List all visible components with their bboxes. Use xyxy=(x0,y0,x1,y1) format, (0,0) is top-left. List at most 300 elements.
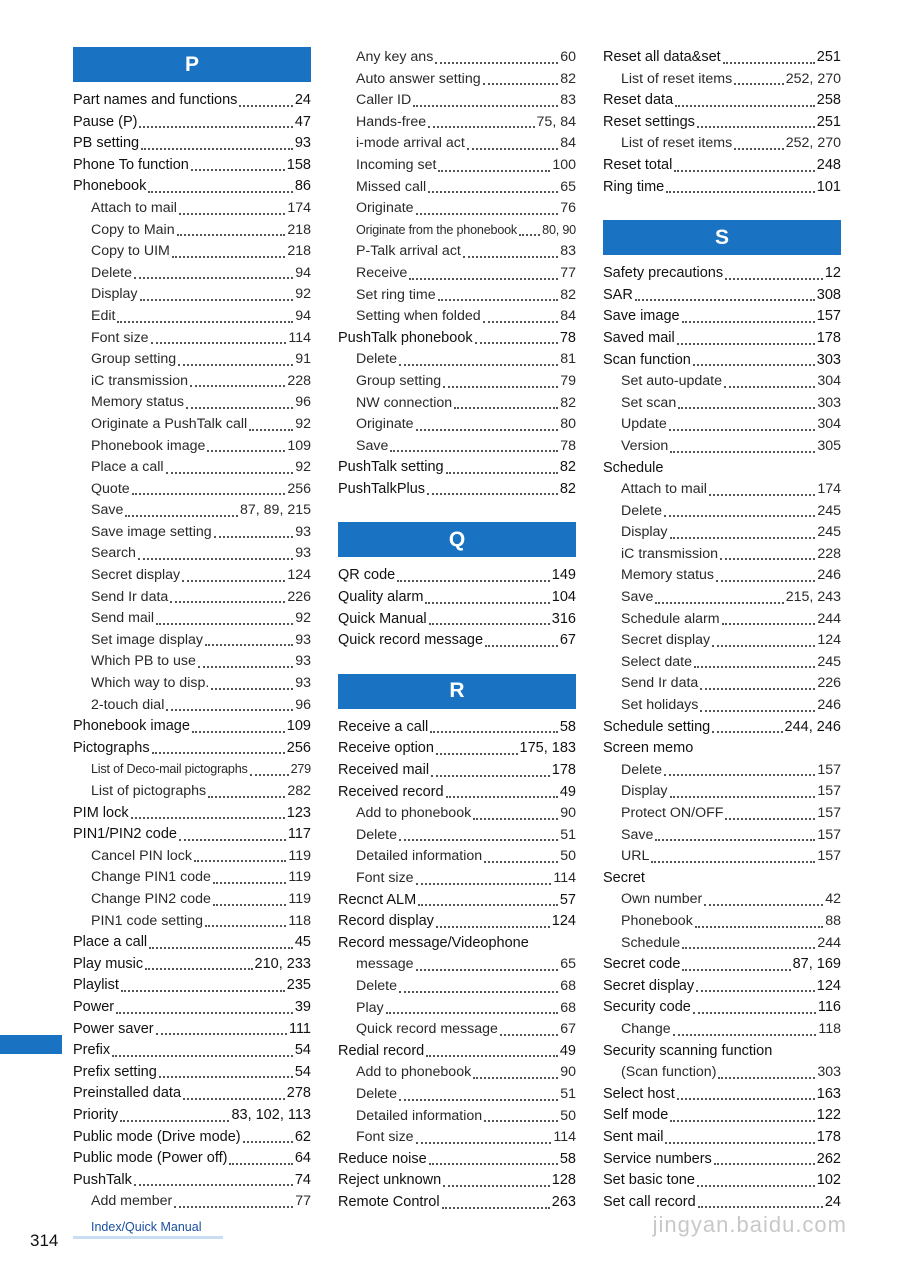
page-number: 314 xyxy=(30,1231,59,1250)
entry-label: Font size xyxy=(356,870,414,886)
index-subentry xyxy=(603,825,841,847)
entry-label: Change PIN2 code xyxy=(91,890,211,907)
entry-page: 218 xyxy=(287,243,311,260)
entry-label: Prefix setting xyxy=(73,1063,157,1080)
entry-page: 303 xyxy=(817,1064,841,1081)
dot-leader xyxy=(205,924,286,927)
entry-label: Service numbers xyxy=(603,1150,712,1167)
entry-label: Quick record message xyxy=(356,1021,498,1038)
entry-page: 75, 84 xyxy=(536,113,576,130)
entry-label: Missed call xyxy=(356,178,427,195)
entry-page: 303 xyxy=(817,394,841,411)
dot-leader xyxy=(182,579,285,582)
entry-label: Cancel PIN lock xyxy=(91,847,192,864)
index-entry xyxy=(73,155,311,177)
dot-leader xyxy=(734,147,784,150)
entry-label: Set image display xyxy=(91,631,203,648)
index-subentry xyxy=(338,90,576,112)
entry-page: 245 xyxy=(817,524,841,541)
entry-page: 228 xyxy=(287,372,311,389)
index-subentry xyxy=(338,263,576,285)
entry-label: Power saver xyxy=(73,1020,154,1037)
index-entry xyxy=(338,479,576,501)
dot-leader xyxy=(697,1184,815,1187)
entry-label: Incoming set xyxy=(356,156,437,173)
dot-leader xyxy=(134,276,293,279)
entry-label: Save image setting xyxy=(91,523,212,540)
entry-page: 45 xyxy=(294,934,311,951)
dot-leader xyxy=(655,601,783,604)
entry-page: 245 xyxy=(817,502,841,519)
index-entry xyxy=(73,133,311,155)
entry-label: Memory status xyxy=(621,567,715,584)
entry-label: Set auto-update xyxy=(621,373,722,390)
entry-label: 2-touch dial xyxy=(91,696,165,713)
entry-page: 67 xyxy=(560,1021,576,1038)
entry-page: 39 xyxy=(294,998,311,1015)
dot-leader xyxy=(131,816,285,819)
index-subentry xyxy=(338,177,576,199)
entry-page: 82 xyxy=(560,286,576,303)
entry-label: Schedule xyxy=(621,934,681,951)
index-subentry xyxy=(73,457,311,479)
index-subentry xyxy=(73,608,311,630)
dot-leader xyxy=(635,298,815,301)
entry-page: 96 xyxy=(295,394,311,411)
index-entry xyxy=(73,997,311,1019)
entry-page: 57 xyxy=(559,891,576,908)
index-subentry xyxy=(603,371,841,393)
entry-label: Change PIN1 code xyxy=(91,869,211,886)
entry-page: 50 xyxy=(560,1107,576,1124)
entry-page: 82 xyxy=(559,480,576,497)
dot-leader xyxy=(112,1054,293,1057)
dot-leader xyxy=(192,730,285,733)
entry-page: 111 xyxy=(288,1020,311,1037)
entry-label: PushTalk setting xyxy=(338,459,444,476)
entry-page: 218 xyxy=(287,221,311,238)
entry-label: QR code xyxy=(338,567,396,584)
index-subentry xyxy=(338,954,576,976)
entry-page: 93 xyxy=(295,653,311,670)
dot-leader xyxy=(695,925,823,928)
footer-underline xyxy=(73,1236,223,1239)
index-subentry xyxy=(338,1106,576,1128)
index-entry xyxy=(73,90,311,112)
section-header-r: R xyxy=(338,674,576,709)
entry-label: Play music xyxy=(73,955,144,972)
dot-leader xyxy=(413,104,558,107)
index-entry xyxy=(73,1127,311,1149)
index-subentry xyxy=(73,500,311,522)
entry-label: Add to phonebook xyxy=(356,805,472,822)
dot-leader xyxy=(156,1032,287,1035)
entry-label: Reset all data&set xyxy=(603,49,721,65)
index-entry xyxy=(73,112,311,134)
entry-label: Phone To function xyxy=(73,156,189,173)
index-entry xyxy=(338,457,576,479)
dot-leader xyxy=(194,859,286,862)
entry-label: Preinstalled data xyxy=(73,1085,182,1102)
entry-page: 65 xyxy=(560,178,576,195)
index-subentry xyxy=(73,867,311,889)
entry-page: 64 xyxy=(294,1150,311,1167)
entry-page: 62 xyxy=(294,1128,311,1145)
section-side-tab xyxy=(0,1035,62,1054)
entry-label: Safety precautions xyxy=(603,265,724,282)
dot-leader xyxy=(665,1141,814,1144)
entry-label: Set basic tone xyxy=(603,1172,695,1189)
index-entry xyxy=(603,1041,841,1063)
entry-page: 124 xyxy=(551,913,576,930)
entry-page: 244 xyxy=(817,610,841,627)
index-entry xyxy=(338,1192,576,1214)
entry-label: Ring time xyxy=(603,178,665,195)
dot-leader xyxy=(670,536,816,539)
entry-label: Phonebook image xyxy=(73,718,190,735)
entry-page: 104 xyxy=(551,589,576,606)
entry-label: Originate from the phonebook xyxy=(356,222,518,237)
entry-page: 51 xyxy=(560,1085,576,1102)
entry-label: Detailed information xyxy=(356,848,483,865)
entry-label: Secret code xyxy=(603,956,681,973)
dot-leader xyxy=(436,925,550,928)
index-subentry xyxy=(338,1084,576,1106)
index-entry xyxy=(73,1019,311,1041)
entry-label: Quality alarm xyxy=(338,589,424,606)
index-subentry xyxy=(338,868,576,890)
dot-leader xyxy=(425,601,549,604)
dot-leader xyxy=(669,428,816,431)
index-entry xyxy=(338,782,576,804)
index-subentry xyxy=(73,522,311,544)
dot-leader xyxy=(399,1098,558,1101)
entry-page: 77 xyxy=(560,264,576,281)
dot-leader xyxy=(179,212,285,215)
index-entry xyxy=(603,1105,841,1127)
index-entry xyxy=(338,933,576,955)
entry-label: NW connection xyxy=(356,394,453,411)
entry-page: 77 xyxy=(295,1193,311,1210)
index-subentry xyxy=(338,393,576,415)
index-subentry xyxy=(603,695,841,717)
index-subentry xyxy=(73,911,311,933)
entry-label: Attach to mail xyxy=(621,481,707,498)
entry-label: Received record xyxy=(338,783,444,800)
index-subentry xyxy=(338,241,576,263)
dot-leader xyxy=(485,644,558,647)
dot-leader xyxy=(704,903,823,906)
dot-leader xyxy=(148,190,292,193)
index-subentry xyxy=(73,889,311,911)
index-subentry xyxy=(603,133,841,155)
dot-leader xyxy=(696,989,815,992)
entry-label: Add to phonebook xyxy=(356,1064,472,1081)
index-entry xyxy=(338,911,576,933)
index-subentry xyxy=(603,673,841,695)
dot-leader xyxy=(134,1183,293,1186)
entry-label: Copy to UIM xyxy=(91,243,170,260)
entry-page: 84 xyxy=(560,308,576,325)
entry-page: 102 xyxy=(816,1172,841,1189)
index-entry xyxy=(338,609,576,631)
dot-leader xyxy=(178,363,293,366)
entry-label: Send Ir data xyxy=(91,588,169,605)
dot-leader xyxy=(473,817,558,820)
entry-page: 93 xyxy=(295,523,311,540)
dot-leader xyxy=(141,147,293,150)
entry-label: Font size xyxy=(91,329,149,346)
entry-label: Secret xyxy=(603,869,645,886)
dot-leader xyxy=(714,1162,815,1165)
entry-label: Playlist xyxy=(73,977,119,994)
entry-label: Edit xyxy=(91,307,116,324)
index-entry xyxy=(603,177,841,199)
index-subentry xyxy=(603,69,841,91)
entry-page: 82 xyxy=(560,70,576,87)
dot-leader xyxy=(428,125,534,128)
dot-leader xyxy=(519,233,540,236)
entry-label: Reset total xyxy=(603,156,673,173)
dot-leader xyxy=(473,1076,558,1079)
entry-label: Redial record xyxy=(338,1042,425,1059)
entry-label: Delete xyxy=(621,761,663,778)
entry-page: 228 xyxy=(817,545,841,562)
entry-page: 304 xyxy=(817,373,841,390)
index-entry xyxy=(603,738,841,760)
index-subentry xyxy=(73,392,311,414)
index-subentry xyxy=(603,565,841,587)
dot-leader xyxy=(174,1205,293,1208)
entry-label: Security code xyxy=(603,999,691,1016)
entry-label: Caller ID xyxy=(356,92,412,109)
dot-leader xyxy=(675,104,815,107)
entry-label: Record display xyxy=(338,913,434,930)
index-subentry xyxy=(338,133,576,155)
dot-leader xyxy=(682,320,815,323)
entry-page: 157 xyxy=(817,826,841,843)
index-subentry xyxy=(73,543,311,565)
entry-page: 244, 246 xyxy=(784,718,841,735)
dot-leader xyxy=(430,730,558,733)
index-subentry xyxy=(603,522,841,544)
entry-page: 86 xyxy=(294,178,311,195)
dot-leader xyxy=(399,838,558,841)
dot-leader xyxy=(700,709,815,712)
entry-label: Set holidays xyxy=(621,697,699,714)
entry-page: 93 xyxy=(295,675,311,692)
dot-leader xyxy=(140,298,294,301)
entry-page: 78 xyxy=(560,437,576,454)
dot-leader xyxy=(725,277,823,280)
entry-page: 157 xyxy=(817,761,841,778)
index-subentry xyxy=(603,889,841,911)
entry-page: 252, 270 xyxy=(785,135,841,152)
index-subentry xyxy=(338,198,576,220)
dot-leader xyxy=(211,687,293,690)
dot-leader xyxy=(443,385,558,388)
dot-leader xyxy=(664,773,815,776)
dot-leader xyxy=(677,342,815,345)
index-entry xyxy=(603,285,841,307)
index-subentry xyxy=(338,825,576,847)
entry-label: Group setting xyxy=(356,372,442,389)
dot-leader xyxy=(454,406,558,409)
entry-page: 78 xyxy=(559,329,576,346)
entry-page: 92 xyxy=(295,286,311,303)
index-entry xyxy=(73,738,311,760)
index-subentry xyxy=(73,587,311,609)
index-entry xyxy=(603,1127,841,1149)
entry-page: 124 xyxy=(287,567,311,584)
index-subentry xyxy=(338,976,576,998)
dot-leader xyxy=(734,82,784,85)
dot-leader xyxy=(117,320,293,323)
index-subentry xyxy=(73,198,311,220)
entry-label: Originate xyxy=(356,200,414,217)
entry-label: List of reset items xyxy=(621,70,733,87)
index-entry xyxy=(603,954,841,976)
dot-leader xyxy=(722,622,816,625)
index-entry xyxy=(338,1149,576,1171)
dot-leader xyxy=(399,363,558,366)
index-subentry xyxy=(73,846,311,868)
dot-leader xyxy=(664,514,815,517)
entry-label: SAR xyxy=(603,286,633,303)
entry-page: 304 xyxy=(817,416,841,433)
entry-label: Delete xyxy=(91,264,133,281)
entry-label: Originate xyxy=(356,416,414,433)
entry-page: 226 xyxy=(817,675,841,692)
entry-page: 308 xyxy=(816,286,841,303)
entry-label: Delete xyxy=(356,977,398,994)
entry-page: 174 xyxy=(817,481,841,498)
dot-leader xyxy=(666,190,815,193)
entry-page: 248 xyxy=(816,156,841,173)
entry-label: Recnct ALM xyxy=(338,891,417,908)
index-subentry xyxy=(338,285,576,307)
index-entry xyxy=(603,976,841,998)
dot-leader xyxy=(429,622,550,625)
entry-label: Reset settings xyxy=(603,113,695,130)
entry-label: Receive a call xyxy=(338,718,429,735)
index-entry xyxy=(338,738,576,760)
index-subentry xyxy=(73,1191,311,1213)
entry-label: Delete xyxy=(356,826,398,843)
index-entry xyxy=(603,717,841,739)
entry-page: 82 xyxy=(559,459,576,476)
index-subentry xyxy=(73,695,311,717)
index-subentry xyxy=(338,112,576,134)
entry-label: Self mode xyxy=(603,1107,669,1124)
dot-leader xyxy=(229,1162,292,1165)
entry-label: Place a call xyxy=(73,934,148,951)
index-subentry xyxy=(338,803,576,825)
index-entry xyxy=(73,1083,311,1105)
dot-leader xyxy=(670,795,816,798)
index-subentry xyxy=(603,436,841,458)
dot-leader xyxy=(484,860,558,863)
dot-leader xyxy=(427,492,558,495)
dot-leader xyxy=(145,967,252,970)
index-subentry xyxy=(338,69,576,91)
dot-leader xyxy=(416,882,552,885)
entry-page: 124 xyxy=(816,977,841,994)
entry-label: Received mail xyxy=(338,762,430,779)
index-entry xyxy=(73,975,311,997)
dot-leader xyxy=(186,406,293,409)
index-entry xyxy=(603,868,841,890)
index-subentry xyxy=(338,998,576,1020)
entry-page: 80, 90 xyxy=(542,222,576,237)
entry-page: 96 xyxy=(295,696,311,713)
entry-label: List of Deco-mail pictographs xyxy=(91,762,248,777)
dot-leader xyxy=(132,492,286,495)
dot-leader xyxy=(250,773,289,776)
index-subentry xyxy=(338,155,576,177)
entry-label: Select host xyxy=(603,1085,675,1102)
entry-page: 94 xyxy=(295,264,311,281)
entry-label: Record message/Videophone xyxy=(338,934,529,951)
entry-label: Secret display xyxy=(91,567,181,584)
entry-label: Phonebook xyxy=(621,912,693,929)
entry-label: Schedule xyxy=(603,459,664,476)
entry-label: Protect ON/OFF xyxy=(621,805,724,821)
entry-label: P-Talk arrival act xyxy=(356,243,461,260)
entry-page: 91 xyxy=(295,351,311,368)
entry-label: (Scan function) xyxy=(621,1064,717,1081)
index-entry xyxy=(603,263,841,285)
index-subentry xyxy=(603,479,841,501)
dot-leader xyxy=(166,471,294,474)
entry-label: Phonebook xyxy=(73,178,147,195)
entry-label: PushTalk xyxy=(73,1171,132,1188)
entry-page: 114 xyxy=(288,329,311,346)
index-entry xyxy=(73,954,311,976)
entry-label: i-mode arrival act xyxy=(356,135,465,152)
entry-label: Remote Control xyxy=(338,1193,440,1210)
entry-page: 12 xyxy=(824,265,841,282)
dot-leader xyxy=(438,298,559,301)
index-entry xyxy=(73,716,311,738)
index-entry xyxy=(603,1084,841,1106)
entry-label: Saved mail xyxy=(603,329,675,346)
entry-label: Originate a PushTalk call xyxy=(91,415,248,432)
dot-leader xyxy=(723,61,815,64)
dot-leader xyxy=(720,557,815,560)
entry-page: 256 xyxy=(287,480,311,497)
dot-leader xyxy=(446,471,558,474)
entry-page: 316 xyxy=(551,610,576,627)
entry-label: Save xyxy=(91,502,124,519)
dot-leader xyxy=(116,1011,293,1014)
entry-label: Font size xyxy=(356,1129,414,1146)
entry-label: Add member xyxy=(91,1193,173,1210)
entry-label: Attach to mail xyxy=(91,199,177,216)
entry-page: 282 xyxy=(287,783,311,799)
index-entry xyxy=(603,350,841,372)
index-subentry xyxy=(73,220,311,242)
index-subentry xyxy=(73,781,311,803)
entry-page: 88 xyxy=(825,912,841,929)
entry-label: Sent mail xyxy=(603,1128,664,1145)
dot-leader xyxy=(177,233,286,236)
index-entry xyxy=(338,1170,576,1192)
index-entry xyxy=(73,803,311,825)
entry-label: Set scan xyxy=(621,394,677,411)
index-entry xyxy=(73,1170,311,1192)
dot-leader xyxy=(125,514,238,517)
